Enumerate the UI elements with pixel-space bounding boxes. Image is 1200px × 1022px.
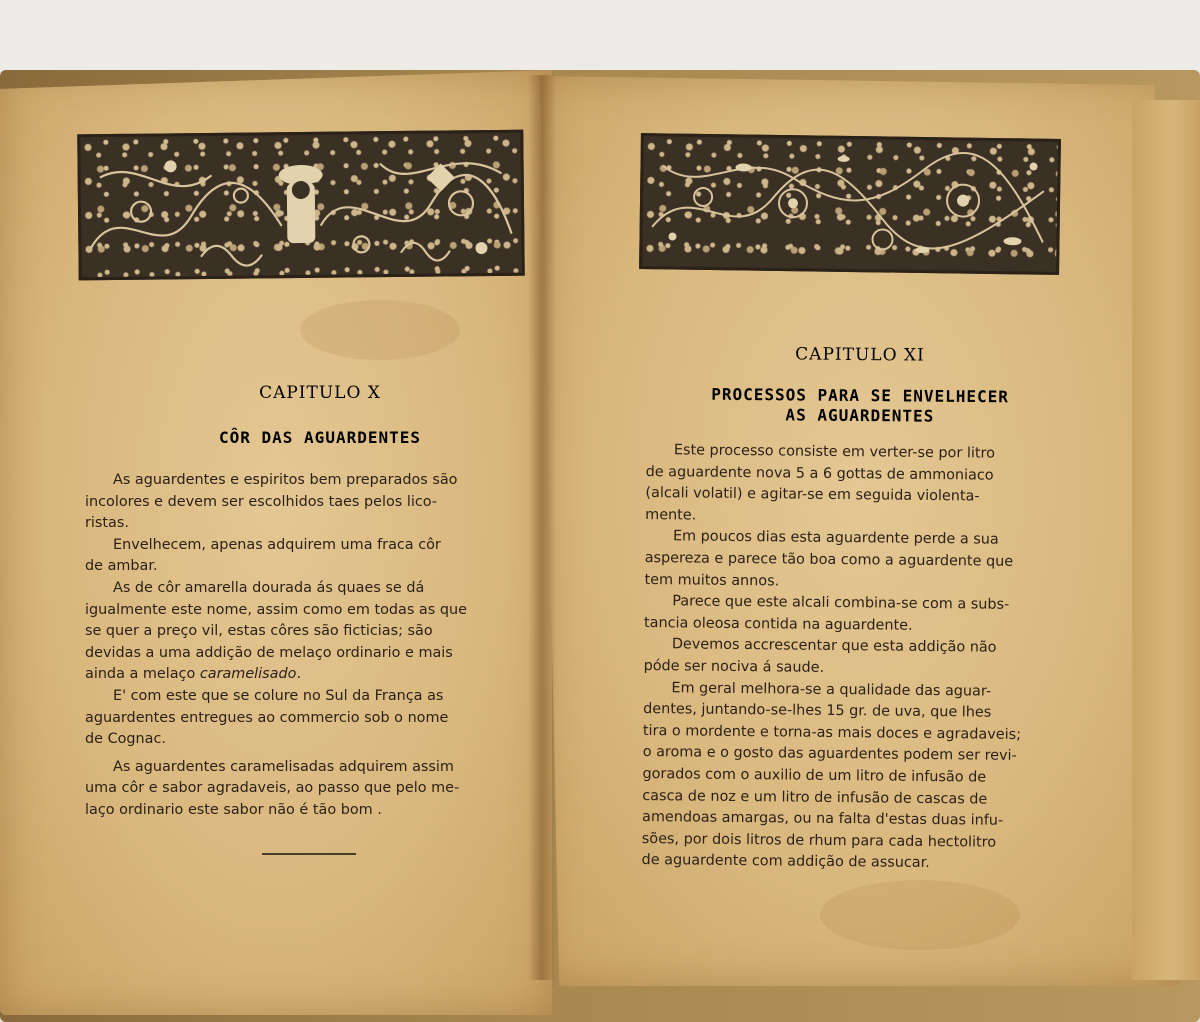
text-line: mente.: [645, 506, 697, 524]
text-line: sões, por dois litros de rhum para cada hectolitro: [641, 830, 997, 851]
page-edges: [1132, 100, 1200, 980]
text-line: casca de noz e um litro de infusão de cascas de: [642, 787, 988, 808]
left-page-body: [85, 470, 545, 822]
text-line: de aguardente com addição de assucar.: [641, 852, 930, 872]
text-line: de aguardente nova 5 a 6 gottas de ammoniaco: [645, 463, 994, 484]
text-line: devidas a uma addição de melaço ordinario e mais: [85, 644, 453, 661]
text-line: igualmente este nome, assim como em todas as que: [85, 601, 467, 618]
text-line: póde ser nociva á saude.: [643, 657, 825, 676]
chapter-title: [660, 384, 1060, 427]
text-line: E' com este que se colure no Sul da França as: [113, 687, 444, 704]
text-line: tancia oleosa contida na aguardente.: [644, 614, 913, 634]
text-line: se quer a preço vil, estas côres são ficticias; são: [85, 623, 433, 640]
paper-stain: [820, 880, 1020, 950]
floral-ornament-icon: [642, 136, 1058, 272]
chapter-title-line: PROCESSOS PARA SE ENVELHECER: [711, 384, 1010, 407]
text-line: Parece que este alcali combina-se com a subs-: [672, 593, 1010, 613]
text-line: (alcali volatil) e agitar-se em seguida violenta-: [645, 485, 980, 505]
text-line: Devemos accrescentar que esta addição não: [671, 636, 997, 657]
paper-stain: [300, 300, 460, 360]
text-line: amendoas amargas, ou na falta d'estas duas infu-: [641, 809, 1004, 829]
text-line: As de côr amarella dourada ás quaes se dá: [113, 579, 425, 596]
text-line: As aguardentes e espiritos bem preparados são: [113, 472, 458, 488]
text-line: aspereza e parece tão boa como a aguardente que: [644, 549, 1014, 570]
text-line: Em poucos dias esta aguardente perde a sua: [672, 528, 999, 549]
text-line: Envelhecem, apenas adquirem uma fraca côr: [113, 536, 441, 553]
text-line: dentes, juntando-se-lhes 15 gr. de uva, que lhes: [643, 701, 992, 721]
text-line: tem muitos annos.: [644, 571, 780, 589]
text-line: As aguardentes caramelisadas adquirem assim: [113, 758, 454, 775]
text-line: de ambar.: [85, 558, 158, 575]
right-page-body: [641, 440, 1127, 877]
text-line: incolores e devem ser escolhidos taes pelos lico-: [85, 493, 438, 510]
text-line: Este processo consiste em verter-se por litro: [673, 442, 996, 462]
text-line: o aroma e o gosto das aguardentes podem ser revi-: [642, 744, 1017, 765]
text-line: gorados com o auxilio de um litro de infusão de: [642, 765, 987, 786]
text-line: ainda a melaço caramelisado.: [85, 666, 302, 683]
text-line: Em geral melhora-se a qualidade das aguar-: [671, 679, 992, 700]
text-line: aguardentes entregues ao commercio sob o nome: [85, 709, 449, 726]
chapter-end-rule: [262, 853, 356, 855]
right-ornament-banner: [639, 133, 1061, 275]
text-line: ristas.: [85, 515, 129, 532]
text-line: tira o mordente e torna-as mais doces e agradaveis;: [642, 722, 1022, 743]
chapter-number: CAPITULO XI: [795, 344, 925, 366]
left-ornament-banner: [77, 130, 525, 281]
text-line: uma côr e sabor agradaveis, ao passo que pelo me-: [85, 780, 460, 797]
chapter-title: CÔR DAS AGUARDENTES: [218, 428, 422, 447]
text-line: laço ordinario este sabor não é tão bom .: [85, 801, 382, 818]
chapter-number: CAPITULO X: [259, 383, 381, 403]
text-line: de Cognac.: [85, 731, 166, 748]
chapter-title-line: AS AGUARDENTES: [785, 405, 935, 426]
floral-ornament-icon: [80, 133, 521, 278]
